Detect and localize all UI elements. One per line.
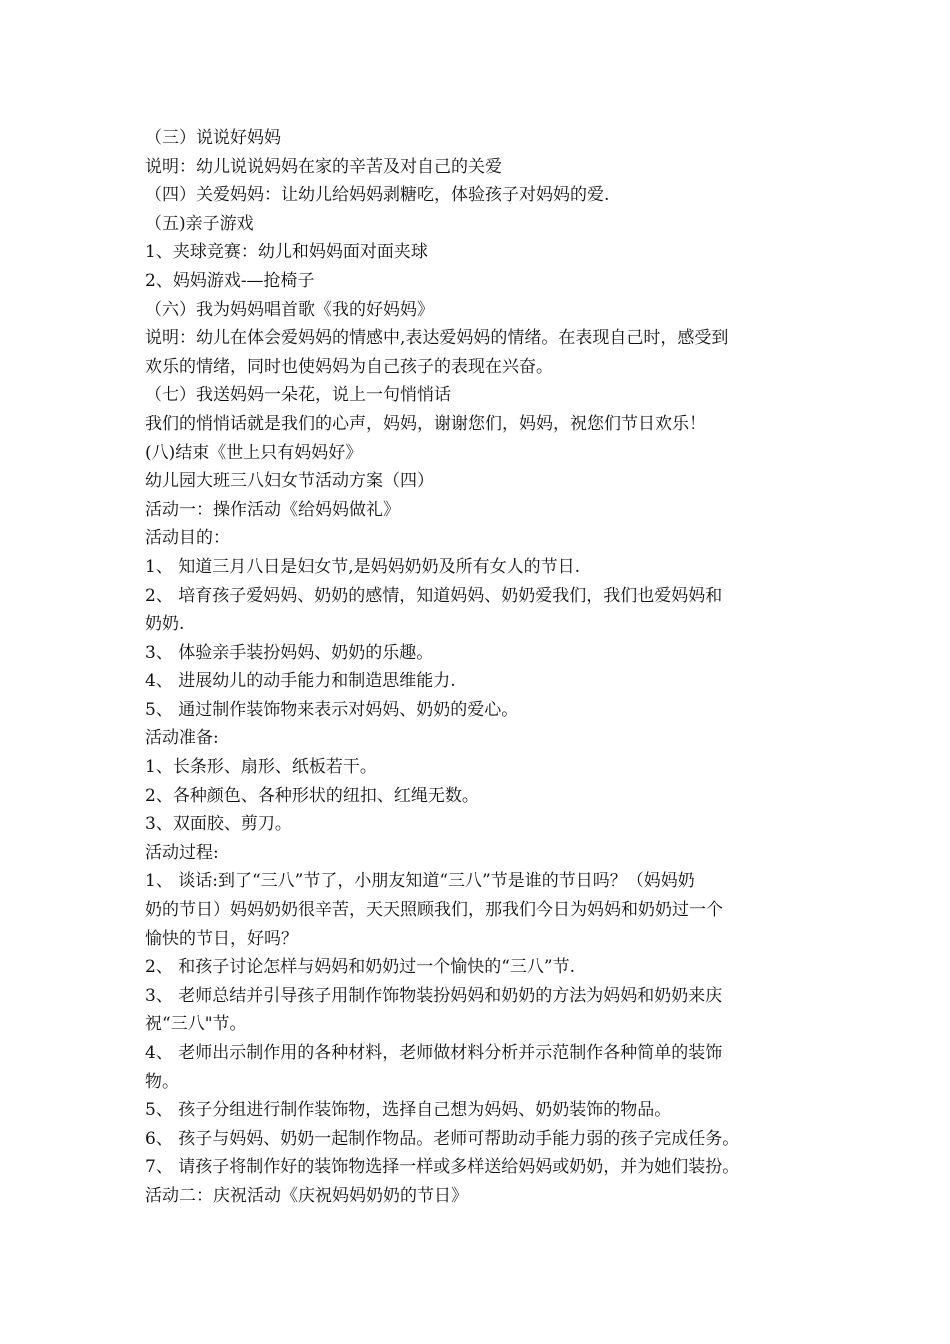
section-heading-7: （七）我送妈妈一朵花，说上一句悄悄话 (145, 385, 451, 406)
list-item: 1、 知道三月八日是妇女节,是妈妈奶奶及所有女人的节日. (145, 556, 581, 577)
list-item-continuation: 愉快的节日，好吗？ (145, 928, 298, 949)
document-body (145, 124, 810, 1211)
list-item: 2、 和孩子讨论怎样与妈妈和奶奶过一个愉快的“三八”节. (145, 957, 576, 978)
goals-heading: 活动目的： (145, 528, 230, 549)
list-item-continuation: 奶奶. (145, 614, 185, 635)
list-item: 2、 培育孩子爱妈妈、奶奶的感情，知道妈妈、奶奶爱我们，我们也爱妈妈和 (145, 585, 723, 606)
list-item: 2、各种颜色、各种形状的纽扣、红绳无数。 (145, 785, 479, 806)
list-item: 4、 进展幼儿的动手能力和制造思维能力. (145, 671, 456, 692)
text-line: 说明：幼儿在体会爱妈妈的情感中,表达爱妈妈的情绪。在表现自己时，感受到 (145, 328, 729, 349)
section-heading-6: （六）我为妈妈唱首歌《我的好妈妈》 (145, 299, 434, 320)
list-item: 3、 体验亲手装扮妈妈、奶奶的乐趣。 (145, 642, 434, 663)
process-heading: 活动过程: (145, 842, 219, 863)
list-item: 5、 通过制作装饰物来表示对妈妈、奶奶的爱心。 (145, 699, 519, 720)
list-item: 7、 请孩子将制作好的装饰物选择一样或多样送给妈妈或奶奶，并为她们装扮。 (145, 1157, 740, 1178)
activity-one-title: 活动一：操作活动《给妈妈做礼》 (145, 499, 400, 520)
activity-two-title: 活动二：庆祝活动《庆祝妈妈奶奶的节日》 (145, 1185, 468, 1206)
section-heading-8: (八)结束《世上只有妈妈好》 (145, 442, 363, 463)
list-item-continuation: 物。 (145, 1071, 179, 1092)
text-line: 我们的悄悄话就是我们的心声，妈妈，谢谢您们，妈妈，祝您们节日欢乐！ (145, 413, 706, 434)
list-item: 4、 老师出示制作用的各种材料，老师做材料分析并示范制作各种简单的装饰 (145, 1043, 723, 1063)
section-heading-4: （四）关爱妈妈：让幼儿给妈妈剥糖吃，体验孩子对妈妈的爱. (145, 185, 610, 206)
plan-title: 幼儿园大班三八妇女节活动方案（四） (145, 471, 434, 492)
list-item: 3、双面胶、剪刀。 (145, 814, 292, 835)
list-item: 1、夹球竞赛：幼儿和妈妈面对面夹球 (145, 242, 428, 263)
list-item: 5、 孩子分组进行制作装饰物，选择自己想为妈妈、奶奶装饰的物品。 (145, 1100, 672, 1121)
list-item: 1、 谈话:到了“三八”节了，小朋友知道“三八”节是谁的节日吗？（妈妈奶 (145, 871, 695, 892)
list-item: 1、长条形、扇形、纸板若干。 (145, 757, 377, 778)
list-item-continuation: 祝“三八"节。 (145, 1014, 247, 1035)
list-item: 3、 老师总结并引导孩子用制作饰物装扮妈妈和奶奶的方法为妈妈和奶奶来庆 (145, 985, 723, 1006)
section-heading-3: （三）说说好妈妈 (145, 128, 281, 148)
list-item-continuation: 奶的节日）妈妈奶奶很辛苦，天天照顾我们，那我们今日为妈妈和奶奶过一个 (145, 900, 723, 921)
text-line: 说明：幼儿说说妈妈在家的辛苦及对自己的关爱 (145, 156, 502, 177)
preparation-heading: 活动准备: (145, 728, 219, 749)
text-line: 欢乐的情绪，同时也使妈妈为自己孩子的表现在兴奋。 (145, 356, 553, 377)
list-item: 6、 孩子与妈妈、奶奶一起制作物品。老师可帮助动手能力弱的孩子完成任务。 (145, 1128, 740, 1149)
section-heading-5: （五)亲子游戏 (145, 213, 254, 234)
list-item: 2、妈妈游戏-—抢椅子 (145, 270, 315, 291)
